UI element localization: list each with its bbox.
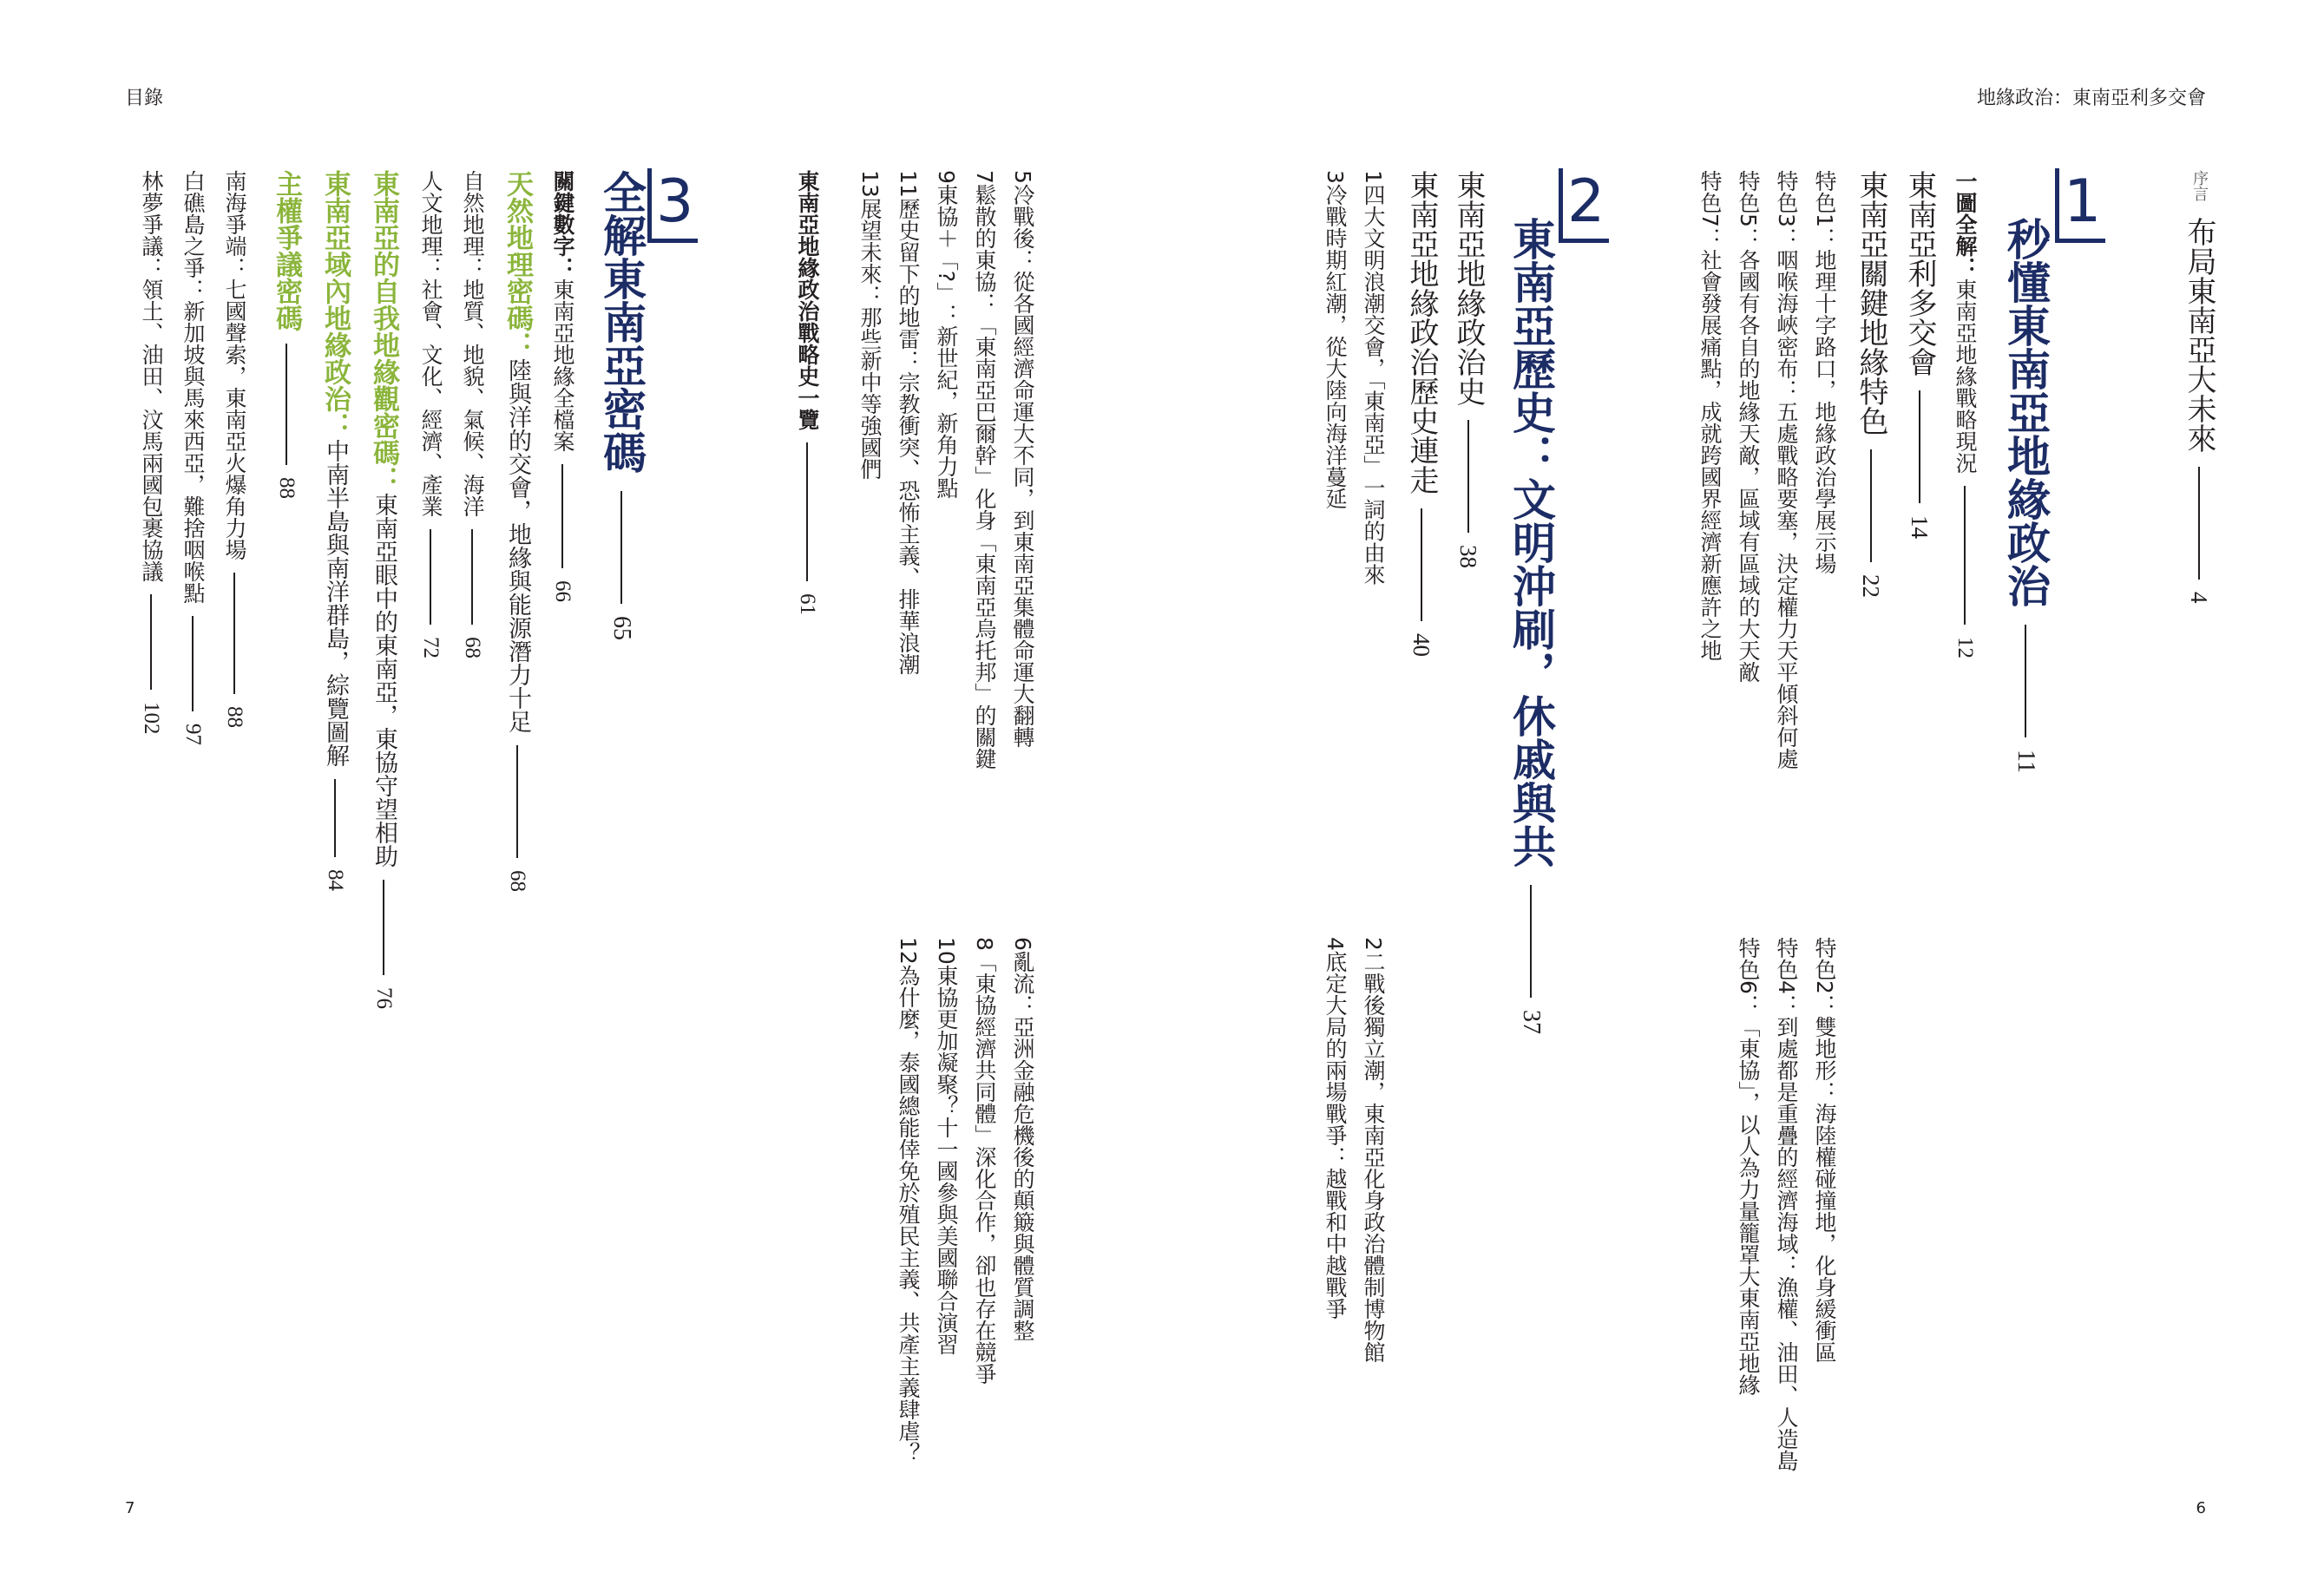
toc-prefix: 東南亞的自我地緣觀密碼： xyxy=(368,170,399,493)
toc-regional-politics[interactable] xyxy=(316,170,355,891)
toc-overview-map[interactable] xyxy=(1949,170,1980,658)
toc-prefix: 關鍵數字： xyxy=(550,170,575,278)
toc-page: 65 xyxy=(608,616,635,640)
toc-text: 東南亞利多交會 xyxy=(1902,170,1937,377)
toc-page: 72 xyxy=(419,637,443,658)
toc-history-3[interactable] xyxy=(1319,170,1350,509)
toc-text: 南海爭端：七國聲索，東南亞火爆角力場 xyxy=(222,170,247,560)
toc-page: 88 xyxy=(223,706,246,728)
toc-text: 9東協＋「?」：新世紀，新角力點 xyxy=(934,170,959,500)
toc-page: 11 xyxy=(2012,750,2039,773)
chapter-number: 1 xyxy=(2064,167,2102,236)
toc-south-china-sea[interactable] xyxy=(219,170,250,728)
toc-page: 14 xyxy=(1907,515,1933,539)
toc-page: 38 xyxy=(1455,545,1481,568)
toc-key-figures[interactable] xyxy=(547,170,578,602)
toc-prefix: 天然地理密碼： xyxy=(502,170,533,358)
toc-text: 中南半島與南洋群島，綜覽圖解 xyxy=(322,439,349,767)
toc-section-history[interactable] xyxy=(1448,170,1490,568)
toc-text: 全解東南亞密碼 xyxy=(596,170,647,474)
toc-text: 人文地理：社會、文化、經濟、產業 xyxy=(418,170,443,517)
toc-history-12[interactable] xyxy=(892,937,923,1464)
toc-feature-4[interactable] xyxy=(1770,937,1802,1471)
toc-self-view-code[interactable] xyxy=(364,170,404,1009)
toc-page: 37 xyxy=(1518,1010,1545,1034)
toc-page: 40 xyxy=(1408,633,1434,657)
toc-text: 東南亞歷史：文明沖刷，休戚與共 xyxy=(1506,217,1556,868)
page-number-left: 7 xyxy=(125,1499,135,1517)
toc-text: 6亂流：亞洲金融危機後的顛簸與體質調整 xyxy=(1010,937,1035,1341)
toc-text: 秒懂東南亞地緣政治 xyxy=(2000,217,2051,607)
toc-history-11[interactable] xyxy=(892,170,923,675)
chapter-1-marker xyxy=(2055,168,2105,243)
chapter-3-marker xyxy=(647,168,698,243)
toc-text: 東南亞地緣戰略現況 xyxy=(1953,278,1978,474)
running-header-left: 目錄 xyxy=(125,88,164,109)
toc-strategy-overview[interactable] xyxy=(791,170,823,615)
page-number-right: 6 xyxy=(2196,1499,2206,1517)
toc-prefix: 一圖全解： xyxy=(1953,170,1978,278)
toc-text: 7鬆散的東協：「東南亞巴爾幹」化身「東南亞烏托邦」的關鍵 xyxy=(972,170,997,770)
toc-page: 84 xyxy=(324,869,347,891)
toc-feature-5[interactable] xyxy=(1732,170,1763,683)
toc-feature-1[interactable] xyxy=(1809,170,1840,574)
toc-text: 自然地理：地質、地貌、氣候、海洋 xyxy=(460,170,485,517)
toc-page: 68 xyxy=(461,637,484,658)
toc-page: 4 xyxy=(2186,592,2212,604)
toc-human-geography[interactable] xyxy=(415,170,446,658)
toc-text: 2二戰後獨立潮，東南亞化身政治體制博物館 xyxy=(1361,937,1386,1363)
toc-page: 68 xyxy=(506,870,529,892)
toc-geography-code[interactable] xyxy=(498,170,537,892)
toc-text: 陸與洋的交會，地緣與能源潛力十足 xyxy=(504,358,531,733)
toc-text: 東南亞地緣全檔案 xyxy=(550,278,575,452)
toc-page: 12 xyxy=(1953,637,1977,658)
toc-pedra-branca[interactable] xyxy=(177,170,208,745)
toc-text: 特色1：地理十字路口，地緣政治學展示場 xyxy=(1812,170,1837,574)
toc-prefix: 主權爭議密碼 xyxy=(271,170,302,331)
toc-text: 4底定大局的兩場戰爭：越戰和中越戰爭 xyxy=(1323,937,1348,1320)
toc-page: 88 xyxy=(275,477,299,499)
toc-feature-7[interactable] xyxy=(1694,170,1725,661)
toc-history-4[interactable] xyxy=(1319,937,1350,1320)
toc-history-9[interactable] xyxy=(930,170,962,499)
toc-history-1[interactable] xyxy=(1357,170,1388,585)
toc-page: 61 xyxy=(796,593,819,615)
chapter-2-marker xyxy=(1559,168,1609,243)
toc-feature-2[interactable] xyxy=(1809,937,1840,1363)
toc-text: 特色2：雙地形：海陸權碰撞地，化身緩衝區 xyxy=(1812,937,1837,1363)
toc-page: 66 xyxy=(551,580,574,602)
toc-chapter-3-title[interactable] xyxy=(590,170,653,640)
running-header-right: 地緣政治：東南亞利多交會 xyxy=(1976,88,2206,109)
toc-text: 3冷戰時期紅潮，從大陸向海洋蔓延 xyxy=(1323,170,1348,509)
toc-history-7[interactable] xyxy=(968,170,1000,770)
toc-text: 特色7：社會發展痛點，成就跨國界經濟新應許之地 xyxy=(1697,170,1723,661)
toc-text: 1四大文明浪潮交會，「東南亞」一詞的由來 xyxy=(1361,170,1386,586)
toc-text: 白礁島之爭：新加坡與馬來西亞，難捨咽喉點 xyxy=(181,170,206,604)
toc-history-5[interactable] xyxy=(1007,170,1038,748)
preface-label: 序言 xyxy=(2190,170,2209,201)
toc-prefix: 東南亞域內地緣政治： xyxy=(319,170,351,439)
toc-feature-3[interactable] xyxy=(1770,170,1802,770)
toc-text: 布局東南亞大未來 xyxy=(2182,217,2216,453)
toc-text: 東南亞地緣政治歷史連走 xyxy=(1404,170,1439,495)
toc-history-2[interactable] xyxy=(1357,937,1388,1363)
toc-page: 76 xyxy=(372,987,396,1009)
chapter-number: 2 xyxy=(1567,167,1605,236)
chapter-number: 3 xyxy=(656,167,694,236)
toc-text: 林夢爭議：領土、油田、汶馬兩國包裹協議 xyxy=(139,170,164,582)
toc-preface[interactable] xyxy=(2178,170,2221,604)
toc-chapter-1-title[interactable] xyxy=(1994,217,2057,773)
toc-text: 10東協更加凝聚？十一國參與美國聯合演習 xyxy=(934,937,959,1355)
toc-text: 東南亞關鍵地緣特色 xyxy=(1854,170,1888,436)
toc-physical-geography[interactable] xyxy=(456,170,488,658)
toc-text: 5冷戰後：從各國經濟命運大不同，到東南亞集體命運大翻轉 xyxy=(1010,170,1035,748)
toc-history-13[interactable] xyxy=(854,170,885,480)
toc-section-advantages[interactable] xyxy=(1899,170,1941,539)
toc-page: 97 xyxy=(181,724,205,745)
toc-text: 8「東協經濟共同體」深化合作，卻也存在競爭 xyxy=(972,937,997,1385)
toc-history-6[interactable] xyxy=(1007,937,1038,1341)
toc-text: 東南亞眼中的東南亞，東協守望相助 xyxy=(371,493,397,868)
toc-text: 特色5：各國有各自的地緣天敵，區域有區域的大天敵 xyxy=(1736,170,1761,683)
toc-section-features[interactable] xyxy=(1850,170,1893,598)
toc-text: 特色4：到處都是重疊的經濟海域：漁權、油田、人造島 xyxy=(1774,937,1799,1471)
toc-feature-6[interactable] xyxy=(1732,937,1763,1395)
toc-text: 特色6：「東協」，以人為力量籠罩大東南亞地緣 xyxy=(1736,937,1761,1396)
toc-sovereignty-code[interactable] xyxy=(267,170,306,499)
toc-history-10[interactable] xyxy=(930,937,962,1355)
toc-section-timeline[interactable] xyxy=(1401,170,1443,657)
toc-text: 東南亞地緣政治戰略史一覽 xyxy=(795,170,820,430)
toc-text: 13展望未來：那些新中等強國們 xyxy=(857,170,883,480)
toc-history-8[interactable] xyxy=(968,937,1000,1385)
toc-text: 12為什麼，泰國總能倖免於殖民主義、共產主義肆虐？ xyxy=(896,937,921,1464)
toc-text: 11歷史留下的地雷：宗教衝突、恐怖主義、排華浪潮 xyxy=(896,170,921,675)
toc-page: 102 xyxy=(140,702,163,735)
toc-page: 22 xyxy=(1858,574,1884,598)
toc-text: 特色3：咽喉海峽密布：五處戰略要塞，決定權力天平傾斜何處 xyxy=(1774,170,1799,770)
toc-chapter-2-title[interactable] xyxy=(1500,217,1562,1034)
toc-limbang[interactable] xyxy=(135,170,167,735)
toc-text: 東南亞地緣政治史 xyxy=(1451,170,1486,406)
